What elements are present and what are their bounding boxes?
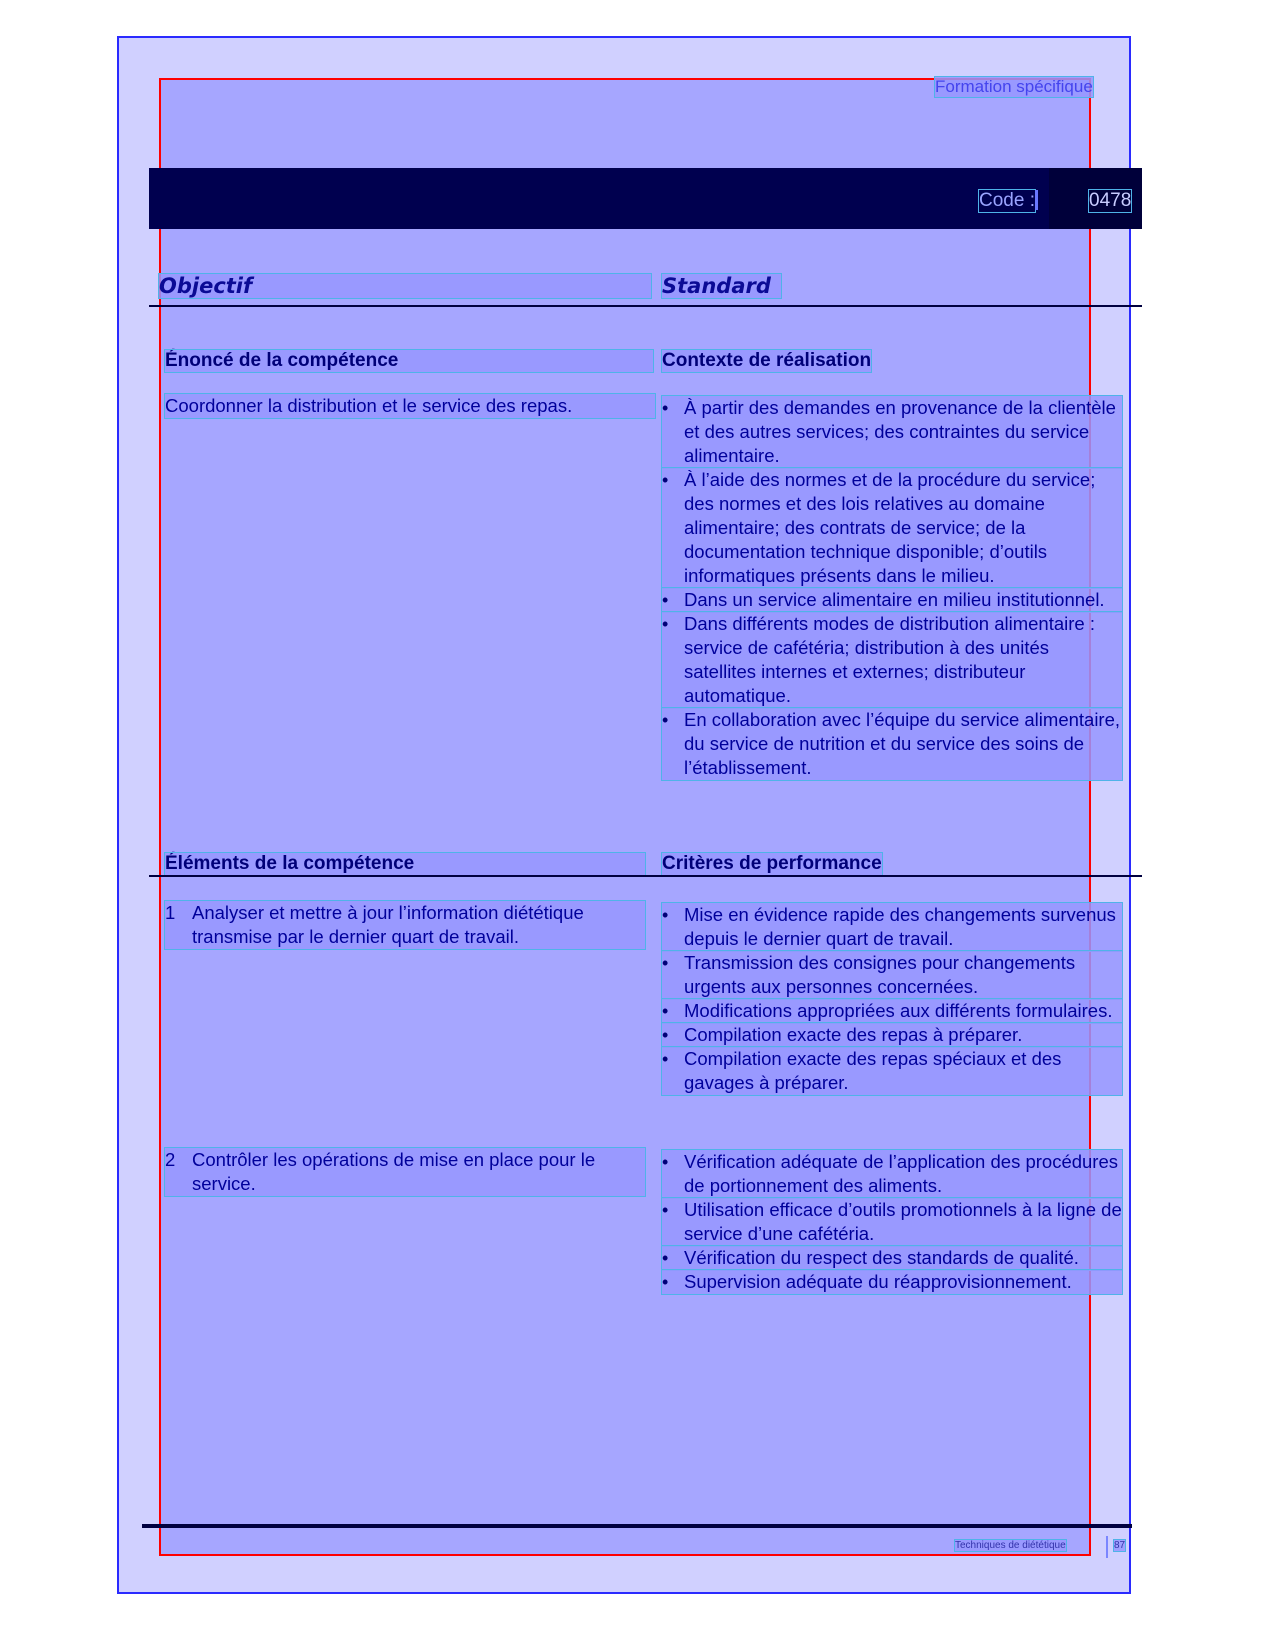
criteria-list-2 — [662, 1150, 1122, 1294]
enonce-text: Coordonner la distribution et le service des repas. — [165, 394, 655, 418]
enonce-heading: Énoncé de la compétence — [165, 350, 653, 372]
list-item: • Compilation exacte des repas à préparer. — [662, 1023, 1122, 1047]
element-text: Analyser et mettre à jour l’information diététique transmise par le dernier quart de travail. — [192, 902, 584, 947]
list-item: • À l’aide des normes et de la procédure du service; des normes et des lois relatives au domaine alimentaire; des contrats de service; de la documentation technique disponible; d’outils informatiques présents dans le milieu. — [662, 468, 1122, 588]
list-item: • En collaboration avec l’équipe du service alimentaire, du service de nutrition et du service des soins de l’établissement. — [662, 708, 1122, 780]
elements-heading: Éléments de la compétence — [165, 853, 645, 875]
list-item: • Supervision adéquate du réapprovisionnement. — [662, 1270, 1122, 1294]
element-2 — [165, 1148, 645, 1196]
footer-rule — [142, 1524, 1132, 1528]
criteres-heading: Critères de performance — [662, 853, 882, 874]
list-item: • Vérification du respect des standards de qualité. — [662, 1246, 1122, 1270]
list-item: • Mise en évidence rapide des changements survenus depuis le dernier quart de travail. — [662, 903, 1122, 951]
list-item: • Vérification adéquate de l’application des procédures de portionnement des aliments. — [662, 1150, 1122, 1198]
elements-rule — [149, 875, 1142, 877]
list-item: • Dans différents modes de distribution alimentaire : service de cafétéria; distribution à des unités satellites internes et externes; distributeur automatique. — [662, 612, 1122, 708]
code-number: 0478 — [1089, 190, 1132, 211]
element-number: 1 — [165, 902, 176, 923]
standard-heading: Standard — [662, 274, 781, 298]
code-separator — [1035, 190, 1038, 210]
list-item: • Modifications appropriées aux différents formulaires. — [662, 999, 1122, 1023]
footer-program: Techniques de diététique — [955, 1540, 1066, 1551]
contexte-list — [662, 396, 1122, 780]
contexte-heading: Contexte de réalisation — [662, 350, 872, 371]
program-type-label: Formation spécifique — [935, 77, 1093, 96]
code-label: Code : — [979, 190, 1035, 211]
list-item: • Utilisation efficace d’outils promotionnels à la ligne de service d’une cafétéria. — [662, 1198, 1122, 1246]
list-item: • Compilation exacte des repas spéciaux et des gavages à préparer. — [662, 1047, 1122, 1095]
criteria-list-1 — [662, 903, 1122, 1095]
element-number: 2 — [165, 1149, 176, 1170]
page-content-frame — [159, 78, 1091, 1556]
element-1 — [165, 901, 645, 949]
list-item: • Dans un service alimentaire en milieu institutionnel. — [662, 588, 1122, 612]
list-item: • Transmission des consignes pour changements urgents aux personnes concernées. — [662, 951, 1122, 999]
footer-page-number: 87 — [1114, 1540, 1126, 1551]
objectif-rule — [149, 305, 1142, 307]
objectif-heading: Objectif — [159, 274, 651, 298]
element-text: Contrôler les opérations de mise en place pour le service. — [192, 1149, 596, 1194]
list-item: • À partir des demandes en provenance de la clientèle et des autres services; des contraintes du service alimentaire. — [662, 396, 1122, 468]
footer-separator — [1106, 1536, 1108, 1558]
